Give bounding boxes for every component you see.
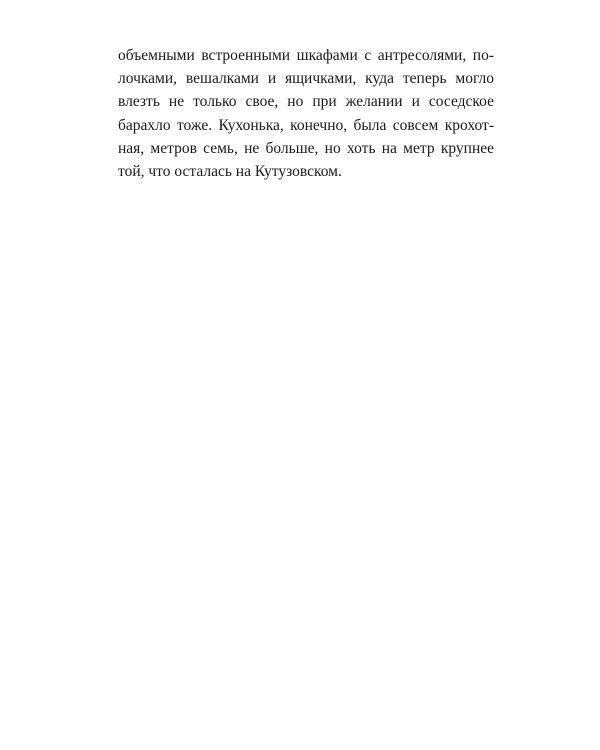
body-text: [118, 44, 494, 183]
text-line: объемными встроенными шкафами с антресолями, по-: [118, 47, 494, 64]
text-line: лочками, вешалками и ящичками, куда теперь могло: [118, 70, 494, 88]
text-line: влезть не только свое, но при желании и соседское: [118, 93, 494, 111]
text-line: ная, метров семь, не больше, но хоть на метр крупнее: [118, 139, 494, 157]
text-line: той, что осталась на Кутузовском.: [118, 163, 342, 181]
text-line: барахло тоже. Кухонька, конечно, была совсем крохот-: [118, 116, 494, 134]
